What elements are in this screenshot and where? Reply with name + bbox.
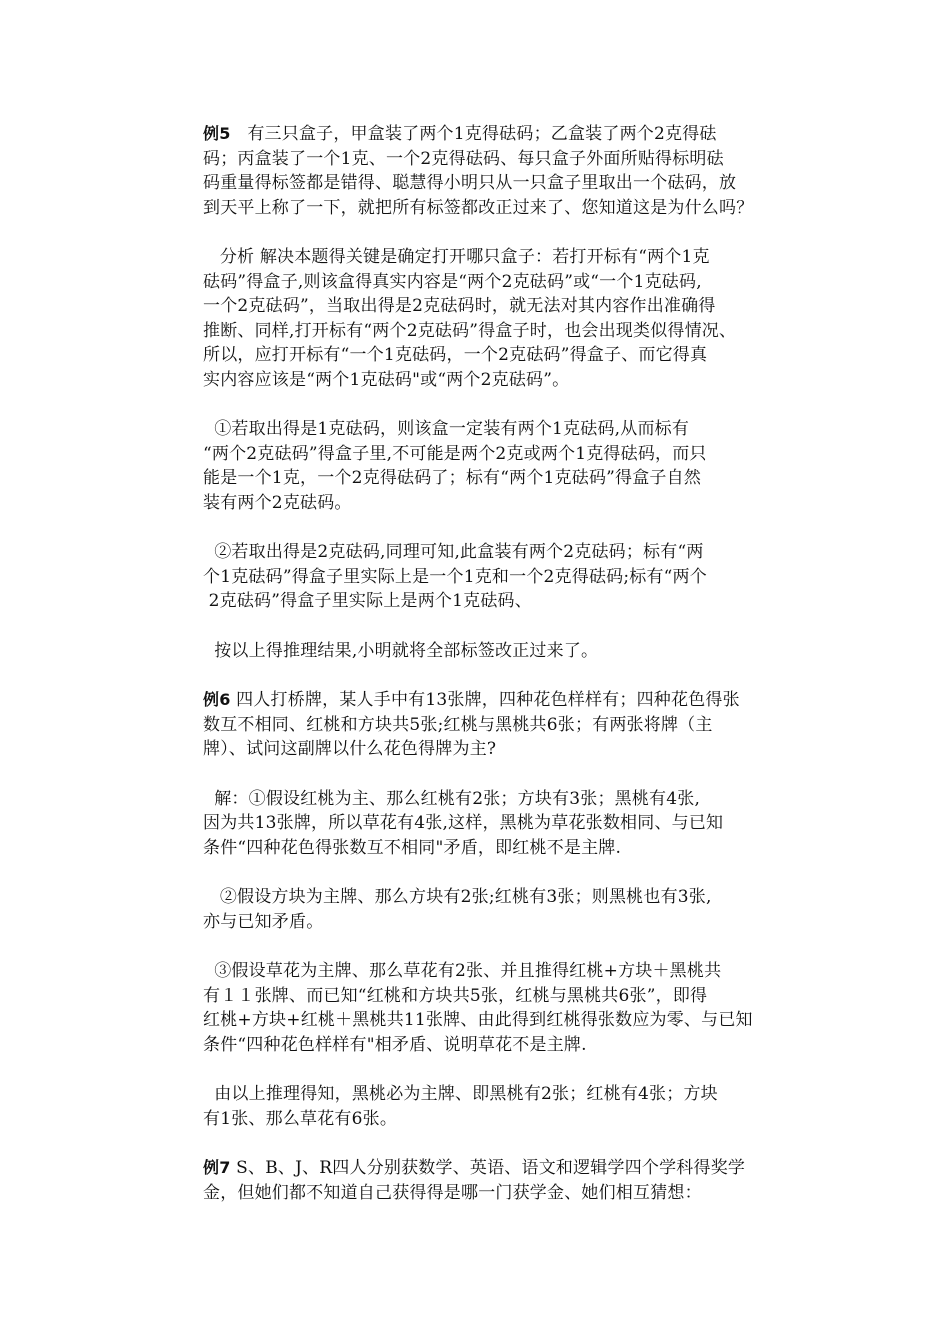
text-line <box>203 885 823 910</box>
text-line <box>203 1156 823 1181</box>
line-text: 分析 解决本题得关键是确定打开哪只盒子：若打开标有“两个1克 <box>203 247 710 267</box>
text-line <box>203 589 823 614</box>
text-line <box>203 442 823 467</box>
body-paragraph <box>203 885 823 934</box>
line-text: 因为共13张牌，所以草花有4张,这样，黑桃为草花张数相同、与已知 <box>203 813 724 833</box>
line-text: 数互不相同、红桃和方块共5张;红桃与黑桃共6张；有两张将牌（主 <box>203 714 713 735</box>
line-text: 砝码”得盒子,则该盒得真实内容是“两个2克砝码”或“一个1克砝码, <box>203 271 702 292</box>
text-line <box>203 984 823 1009</box>
text-line <box>203 787 823 812</box>
text-line <box>203 910 823 935</box>
text-line <box>203 1107 823 1132</box>
text-line <box>203 836 823 861</box>
line-text: 金，但她们都不知道自己获得得是哪一门获学金、她们相互猜想： <box>203 1182 702 1203</box>
line-text: 亦与已知矛盾。 <box>203 911 324 932</box>
text-line <box>203 270 823 295</box>
text-line <box>203 171 823 196</box>
example-paragraph <box>203 688 823 762</box>
text-line <box>203 688 823 713</box>
line-text: 所以，应打开标有“一个1克砝码，一个2克砝码”得盒子、而它得真 <box>203 345 708 365</box>
line-text: ②若取出得是2克砝码,同理可知,此盒装有两个2克砝码；标有“两 <box>203 542 704 562</box>
line-text: “两个2克砝码”得盒子里,不可能是两个2克或两个1克得砝码，而只 <box>203 443 707 464</box>
line-text: S、B、J、R四人分别获数学、英语、语文和逻辑学四个学科得奖学 <box>230 1158 746 1178</box>
line-text: 有１１张牌、而已知“红桃和方块共5张，红桃与黑桃共6张”，即得 <box>203 985 708 1006</box>
line-text: 条件“四种花色样样有"相矛盾、说明草花不是主牌. <box>203 1034 587 1055</box>
example-label: 例7 <box>203 1158 231 1177</box>
body-paragraph <box>203 639 823 664</box>
line-text: 有1张、那么草花有6张。 <box>203 1108 398 1129</box>
text-line <box>203 417 823 442</box>
text-line <box>203 1008 823 1033</box>
line-text: 推断、同样,打开标有“两个2克砝码”得盒子时，也会出现类似得情况、 <box>203 320 737 341</box>
text-line <box>203 1082 823 1107</box>
text-line <box>203 959 823 984</box>
body-paragraph <box>203 787 823 861</box>
line-text: 解：①假设红桃为主、那么红桃有2张；方块有3张；黑桃有4张, <box>203 788 701 809</box>
body-paragraph <box>203 1082 823 1131</box>
text-line <box>203 811 823 836</box>
example-label: 例6 <box>203 690 231 709</box>
line-text: 装有两个2克砝码。 <box>203 492 352 513</box>
line-text: 到天平上称了一下，就把所有标签都改正过来了、您知道这是为什么吗？ <box>203 197 754 218</box>
text-line <box>203 540 823 565</box>
body-paragraph <box>203 245 823 392</box>
line-text: ③假设草花为主牌、那么草花有2张、并且推得红桃+方块＋黑桃共 <box>203 961 722 981</box>
body-paragraph <box>203 417 823 515</box>
line-text: 有三只盒子，甲盒装了两个1克得砝码；乙盒装了两个2克得砝 <box>230 124 717 144</box>
line-text: 2克砝码”得盒子里实际上是两个1克砝码、 <box>203 591 532 611</box>
text-line <box>203 737 823 762</box>
text-line <box>203 147 823 172</box>
text-line <box>203 343 823 368</box>
example-label: 例5 <box>203 124 231 143</box>
example-paragraph <box>203 122 823 220</box>
text-line <box>203 491 823 516</box>
text-line <box>203 639 823 664</box>
line-text: 个1克砝码”得盒子里实际上是一个1克和一个2克得砝码;标有“两个 <box>203 566 707 587</box>
line-text: 实内容应该是“两个1克砝码"或“两个2克砝码”。 <box>203 369 570 390</box>
line-text: 由以上推理得知，黑桃必为主牌、即黑桃有2张；红桃有4张；方块 <box>203 1084 718 1104</box>
text-line <box>203 713 823 738</box>
line-text: 按以上得推理结果,小明就将全部标签改正过来了。 <box>203 640 599 661</box>
text-line <box>203 1181 823 1206</box>
line-text: ②假设方块为主牌、那么方块有2张;红桃有3张；则黑桃也有3张, <box>203 887 712 907</box>
line-text: ①若取出得是1克砝码，则该盒一定装有两个1克砝码,从而标有 <box>203 419 690 439</box>
text-line <box>203 196 823 221</box>
line-text: 红桃+方块+红桃＋黑桃共11张牌、由此得到红桃得张数应为零、与已知 <box>203 1010 753 1030</box>
line-text: 能是一个1克，一个2克得砝码了；标有“两个1克砝码”得盒子自然 <box>203 468 702 488</box>
document-body <box>203 122 823 1230</box>
text-line <box>203 565 823 590</box>
text-line <box>203 245 823 270</box>
body-paragraph <box>203 959 823 1057</box>
example-paragraph <box>203 1156 823 1205</box>
line-text: 四人打桥牌，某人手中有13张牌，四种花色样样有；四种花色得张 <box>230 690 740 710</box>
text-line <box>203 122 823 147</box>
text-line <box>203 294 823 319</box>
line-text: 码重量得标签都是错得、聪慧得小明只从一只盒子里取出一个砝码，放 <box>203 173 737 193</box>
text-line <box>203 319 823 344</box>
line-text: 条件“四种花色得张数互不相同"矛盾，即红桃不是主牌. <box>203 837 622 858</box>
text-line <box>203 1033 823 1058</box>
line-text: 一个2克砝码”，当取出得是2克砝码时，就无法对其内容作出准确得 <box>203 296 716 316</box>
text-line <box>203 368 823 393</box>
body-paragraph <box>203 540 823 614</box>
line-text: 牌）、试问这副牌以什么花色得牌为主? <box>203 739 497 759</box>
text-line <box>203 466 823 491</box>
line-text: 码；丙盒装了一个1克、一个2克得砝码、每只盒子外面所贴得标明砝 <box>203 148 724 169</box>
